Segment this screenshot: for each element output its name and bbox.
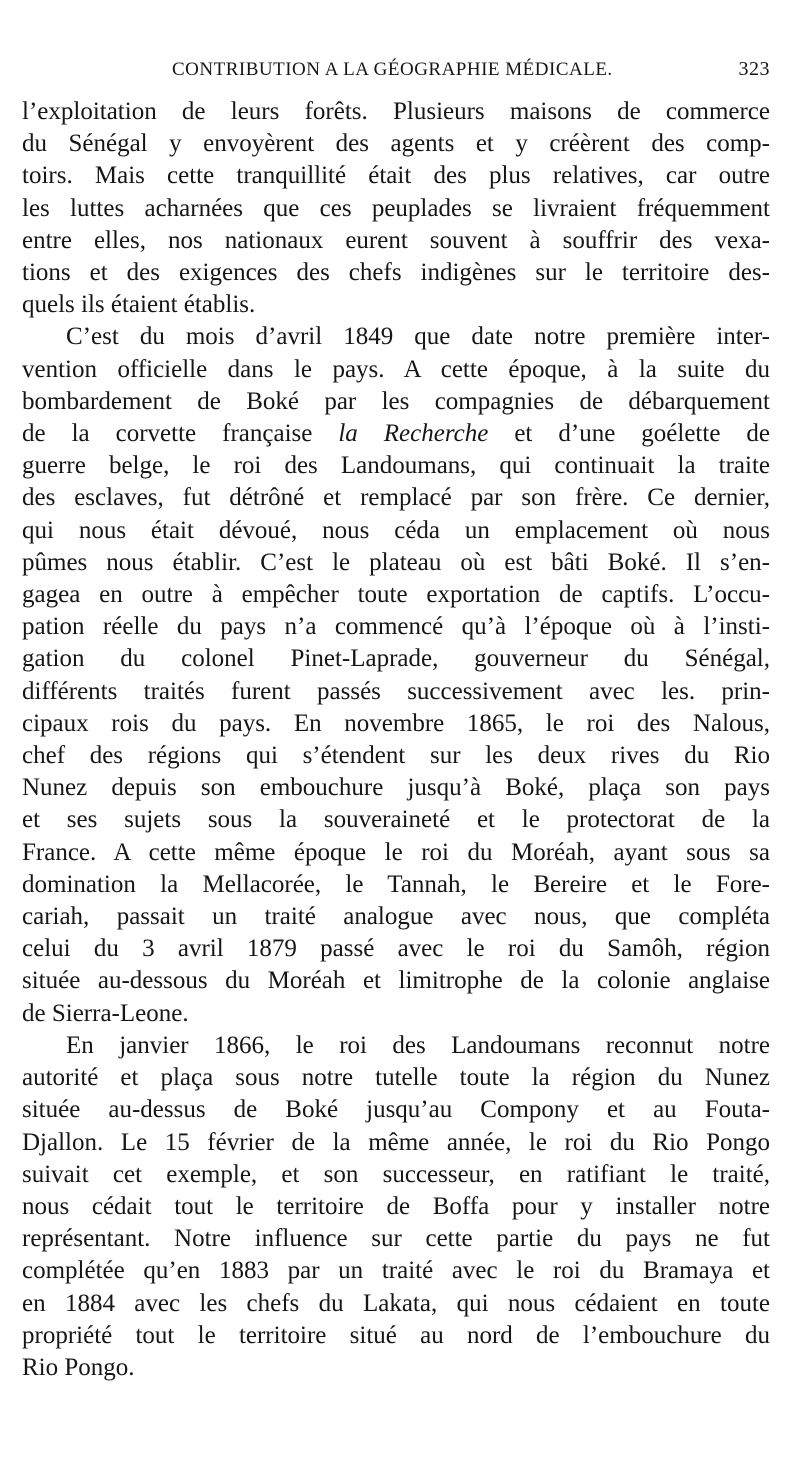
paragraph-3 — [22, 1030, 770, 1384]
text-line: située au-dessus de Boké jusqu’au Compony et au Fouta- — [22, 1096, 770, 1124]
text-line: en 1884 avec les chefs du Lakata, qui nous cédaient en toute — [22, 1289, 770, 1317]
text-line-with-italic — [22, 418, 770, 450]
text-line: quels ils étaient établis. — [22, 291, 256, 319]
running-head — [22, 58, 770, 88]
text-line: C’est du mois d’avril 1849 que date notre première inter- — [66, 323, 770, 351]
text-segment: de la corvette française — [22, 420, 339, 448]
text-line: chef des régions qui s’étendent sur les deux rives du Rio — [22, 742, 770, 770]
text-line: domination la Mellacorée, le Tannah, le Bereire et le Fore- — [22, 870, 770, 898]
text-line: propriété tout le territoire situé au nord de l’embouchure du — [22, 1321, 770, 1349]
text-line: qui nous était dévoué, nous céda un emplacement où nous — [22, 516, 770, 544]
text-line: de Sierra-Leone. — [22, 999, 189, 1027]
text-line: Rio Pongo. — [22, 1353, 135, 1381]
text-line: cariah, passait un traité analogue avec nous, que compléta — [22, 903, 770, 931]
text-line: toirs. Mais cette tranquillité était des plus relatives, car outre — [22, 162, 770, 190]
text-line: En janvier 1866, le roi des Landoumans reconnut notre — [66, 1031, 770, 1059]
text-line: Nunez depuis son embouchure jusqu’à Boké, plaça son pays — [22, 774, 770, 802]
text-line: complétée qu’en 1883 par un traité avec le roi du Bramaya et — [22, 1257, 770, 1285]
body-text — [22, 96, 770, 1384]
paragraph-1 — [22, 96, 770, 321]
text-line: vention officielle dans le pays. A cette époque, à la suite du — [22, 355, 770, 383]
text-line: représentant. Notre influence sur cette partie du pays ne fut — [22, 1225, 770, 1253]
text-line: suivait cet exemple, et son successeur, en ratifiant le traité, — [22, 1160, 770, 1188]
text-line: gagea en outre à empêcher toute exportation de captifs. L’occu- — [22, 581, 770, 609]
text-line: tions et des exigences des chefs indigènes sur le territoire des- — [22, 259, 770, 287]
text-line: située au-dessous du Moréah et limitrophe de la colonie anglaise — [22, 967, 770, 995]
running-title: CONTRIBUTION A LA GÉOGRAPHIE MÉDICALE. — [172, 59, 613, 80]
text-line: Djallon. Le 15 février de la même année, le roi du Rio Pongo — [22, 1128, 770, 1156]
ship-name-italic: la Recherche — [338, 420, 489, 448]
paragraph-2 — [22, 321, 770, 1029]
text-line: gation du colonel Pinet-Laprade, gouverneur du Sénégal, — [22, 645, 770, 673]
text-line: différents traités furent passés successivement avec les. prin- — [22, 677, 770, 705]
text-line: cipaux rois du pays. En novembre 1865, le roi des Nalous, — [22, 709, 770, 737]
text-segment: et d’une goélette de — [488, 420, 771, 448]
text-line: du Sénégal y envoyèrent des agents et y créèrent des comp- — [22, 130, 770, 158]
text-line: des esclaves, fut détrôné et remplacé par son frère. Ce dernier, — [22, 484, 770, 512]
text-line: les luttes acharnées que ces peuplades se livraient fréquemment — [22, 194, 770, 222]
text-line: et ses sujets sous la souveraineté et le protectorat de la — [22, 806, 770, 834]
text-line: autorité et plaça sous notre tutelle toute la région du Nunez — [22, 1064, 770, 1092]
text-line: guerre belge, le roi des Landoumans, qui continuait la traite — [22, 452, 770, 480]
text-line: pûmes nous établir. C’est le plateau où est bâti Boké. Il s’en- — [22, 548, 770, 576]
text-line: nous cédait tout le territoire de Boffa pour y installer notre — [22, 1192, 770, 1220]
text-line: entre elles, nos nationaux eurent souvent à souffrir des vexa- — [22, 226, 770, 254]
text-line: celui du 3 avril 1879 passé avec le roi du Samôh, région — [22, 935, 770, 963]
text-line: bombardement de Boké par les compagnies de débarquement — [22, 387, 770, 415]
text-line: France. A cette même époque le roi du Moréah, ayant sous sa — [22, 838, 770, 866]
text-line: l’exploitation de leurs forêts. Plusieurs maisons de commerce — [22, 98, 770, 125]
text-line: pation réelle du pays n’a commencé qu’à l’époque où à l’insti- — [22, 613, 770, 641]
page-number: 323 — [738, 58, 770, 80]
